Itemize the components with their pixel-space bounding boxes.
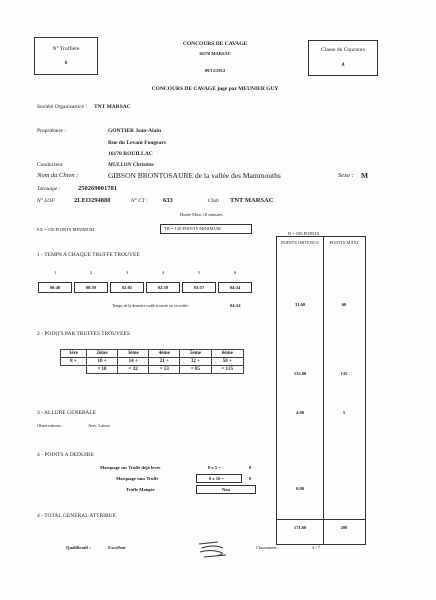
- points-header: 1ère: [61, 350, 87, 358]
- points-header-row: [61, 350, 244, 358]
- time-cell-1: 00:40: [38, 282, 72, 293]
- chien-label: Nom du Chien :: [37, 172, 79, 179]
- section3-maxi: 5: [342, 410, 346, 415]
- classement-label: Classement :: [256, 545, 280, 550]
- time-cell-2: 00:59: [74, 282, 108, 293]
- time-cell-4: 02:59: [146, 282, 180, 293]
- cumul-value: 04:34: [230, 303, 241, 308]
- societe-label: Société Organisatrice :: [37, 104, 87, 110]
- points-header: 6ème: [211, 350, 243, 358]
- time-cell-5: 03:57: [182, 282, 216, 293]
- deduct-line3-value: Non: [196, 485, 256, 494]
- deduct-line1-value: 0: [249, 465, 252, 470]
- header-obtenus: POINTS OBTENUS: [281, 240, 319, 245]
- qualificatif-value: Excellent: [108, 545, 126, 550]
- col-line-3: [365, 236, 366, 544]
- judge-signature: [196, 538, 230, 560]
- truffle-number-4: 4: [162, 270, 165, 275]
- col-line-1: [276, 236, 277, 544]
- qualificatif-label: Qualificatif :: [66, 545, 91, 550]
- points-header: 5ème: [180, 350, 211, 358]
- points-cell: 21 +: [149, 358, 180, 366]
- truffiere-box: [34, 37, 98, 75]
- col-top-line: [276, 236, 366, 237]
- deduct-line3-label: Truffe Mangée: [126, 487, 155, 492]
- time-cell-6: 04:34: [218, 282, 252, 293]
- owner-street: Rue du Levant Fougears: [108, 140, 166, 146]
- ct-label: N° CT :: [131, 198, 149, 204]
- limit-tb-box: [160, 224, 252, 234]
- section4-title: 4 - POINTS A DEDUIRE: [37, 452, 94, 458]
- conducteur-label: Conducteur: [37, 162, 63, 168]
- tatouage-value: 250269801781: [78, 185, 117, 192]
- points-cell: 10 +: [86, 358, 117, 366]
- section2-maxi: 135: [340, 371, 348, 376]
- truffle-number-3: 3: [126, 270, 129, 275]
- col-line-2: [323, 236, 324, 544]
- cumulative-cell: = 53: [149, 366, 180, 374]
- truffiere-title: N° Truffière: [52, 46, 80, 52]
- total-maxi: 200: [340, 525, 348, 530]
- points-table: [60, 349, 244, 374]
- col-bottom-line: [276, 544, 366, 545]
- header-maxi: POINTS MAXI: [329, 240, 359, 245]
- owner-city: 16170 ROUILLAC: [108, 151, 153, 157]
- cumulative-cell: = 18: [86, 366, 117, 374]
- truffle-number-6: 6: [234, 270, 237, 275]
- deduct-line2-value: 0: [249, 476, 252, 481]
- time-cell-3: 02:05: [110, 282, 144, 293]
- observations-value: Avec Laisse: [88, 423, 110, 428]
- observations-label: Observations :: [37, 423, 64, 428]
- sexe-value: M: [361, 171, 369, 180]
- section5-title: 4 - TOTAL GENERAL ATTRIBUE: [37, 513, 116, 519]
- chien-value: GIBSON BRONTOSAURE de la vallée des Mammouths: [108, 171, 281, 180]
- section4-obtenus: 0.00: [296, 486, 304, 491]
- classe-title: Classe du Concours: [321, 47, 365, 53]
- header-date: 09/12/2012: [204, 68, 226, 73]
- truffiere-value: 6: [64, 60, 68, 66]
- limit-b: B = 100 POINTS: [288, 231, 320, 236]
- section2-title: 2 - POINTS PAR TRUFFES TROUVEES: [37, 331, 130, 337]
- header-location: 16570 MARSAC: [198, 51, 232, 56]
- ct-value: 633: [163, 197, 173, 204]
- cumulative-row: [61, 366, 244, 374]
- conducteur-value: MULLON Christine: [108, 162, 154, 168]
- truffle-number-1: 1: [54, 270, 57, 275]
- header-title: CONCOURS DE CAVAGE: [182, 41, 248, 47]
- cumulative-cell: = 85: [180, 366, 211, 374]
- cumulative-cell: [61, 366, 87, 374]
- cumulative-cell: = 135: [211, 366, 243, 374]
- truffle-number-5: 5: [198, 270, 201, 275]
- tatouage-label: Tatouage :: [37, 186, 61, 192]
- owner-name: GONTIER Jean-Alain: [108, 128, 162, 134]
- points-cell: 14 +: [118, 358, 149, 366]
- time-limit: Durée Maxi 10 minutes: [180, 212, 223, 217]
- club-value: TNT MARSAC: [230, 197, 274, 204]
- sexe-label: Sexe :: [338, 172, 354, 179]
- subtitle: CONCOURS DE CAVAGE jugé par MEUNIER GUY: [151, 86, 279, 92]
- section2-obtenus: 135.00: [293, 371, 307, 376]
- points-header: 4ème: [149, 350, 180, 358]
- deduct-line2-calc: 0 x 10 =: [196, 474, 242, 483]
- truffle-number-2: 2: [90, 270, 93, 275]
- limit-tb: TB = 120 POINTS MINIMUM: [164, 226, 221, 231]
- points-cell: 32 +: [180, 358, 211, 366]
- societe-value: TNT MARSAC: [94, 104, 131, 110]
- points-header: 2ème: [86, 350, 117, 358]
- classe-box: [308, 40, 378, 76]
- deduct-line2-label: Marquage sans Truffe: [116, 476, 159, 481]
- total-line: [276, 519, 366, 520]
- classe-value: A: [341, 62, 345, 68]
- deduct-line1-label: Marquage sur Truffe déjà levée: [100, 465, 161, 470]
- deduct-line1-calc: 0 x 5 =: [208, 465, 221, 470]
- lof-label: N° LOF: [37, 198, 55, 204]
- points-cell: 50 +: [211, 358, 243, 366]
- section3-title: 3 - ALLURE GENERALE: [37, 410, 97, 416]
- points-row: [61, 358, 244, 366]
- section1-maxi: 60: [341, 302, 347, 307]
- section3-obtenus: 4.00: [296, 410, 304, 415]
- classement-value: 4 / 7: [312, 545, 321, 550]
- lof-value: 2LEO294880: [74, 197, 111, 204]
- proprietaire-label: Propriétaire :: [37, 128, 66, 134]
- cumulative-cell: = 32: [118, 366, 149, 374]
- limit-ex: EX = 150 POINTS MINIMUM: [37, 227, 95, 232]
- total-obtenus: 171.60: [293, 525, 307, 530]
- points-header: 3ème: [118, 350, 149, 358]
- section1-title: 1 - TEMPS A CHAQUE TRUFFE TROUVEE: [37, 252, 140, 258]
- club-label: Club: [208, 198, 219, 204]
- cumul-label: Temps de la dernière truffe trouvée ou recordée :: [112, 303, 191, 308]
- points-cell: 8 +: [61, 358, 87, 366]
- section1-obtenus: 31.60: [294, 302, 306, 307]
